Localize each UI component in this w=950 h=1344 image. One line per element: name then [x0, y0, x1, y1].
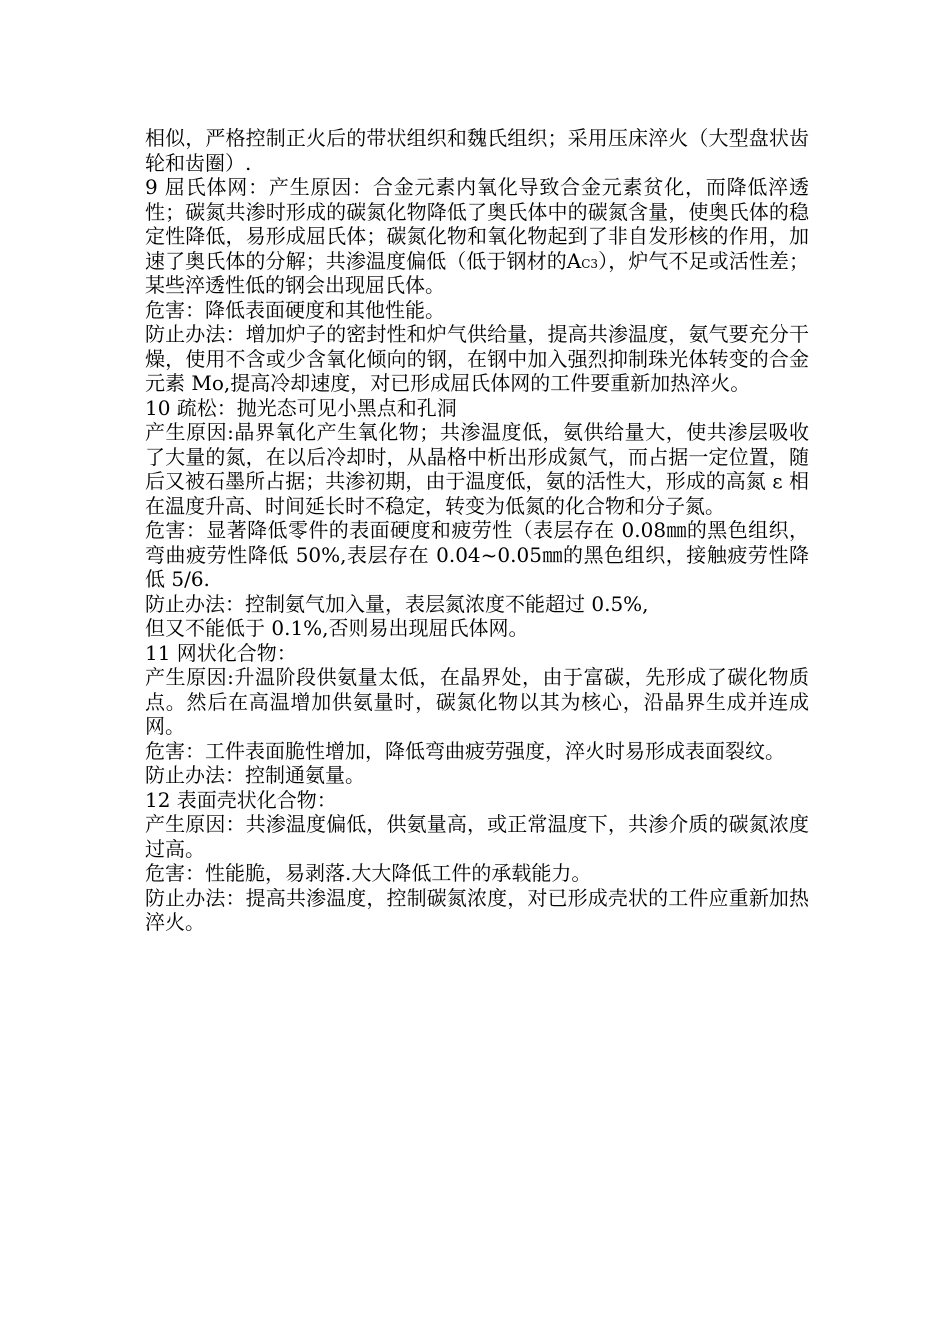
paragraph-text-tail: ），炉气不足或活性差；某些淬透性低的钢会出现屈氏体。: [145, 248, 810, 297]
paragraph: 产生原因:升温阶段供氨量太低，在晶界处，由于富碳，先形成了碳化物质点。然后在高温增加供氨量时，碳氮化物以其为核心，沿晶界生成并连成网。: [145, 665, 809, 738]
paragraph: 产生原因：共渗温度偏低，供氨量高，或正常温度下，共渗介质的碳氮浓度过高。: [145, 812, 809, 861]
ac3-symbol: A: [566, 248, 582, 273]
paragraph: 防止办法：控制通氨量。: [145, 763, 365, 787]
paragraph: 12 表面壳状化合物：: [145, 787, 337, 812]
paragraph-troostite-network: [145, 175, 809, 298]
paragraph-text: 9 屈氏体网：产生原因：合金元素内氧化导致合金元素贫化，而降低淬透性；碳氮共渗时形成的碳氮化物降低了奥氏体中的碳氮含量，使奥氏体的稳定性降低，易形成屈氏体；碳氮化物和氧化物起到了非自发形核的作用，加速了奥氏体的分解；共渗温度偏低（低于钢材的: [145, 175, 809, 273]
paragraph: 10 疏松：抛光态可见小黑点和孔洞: [145, 395, 457, 420]
paragraph: 但又不能低于 0.1%,否则易出现屈氏体网。: [145, 616, 529, 640]
paragraph: 危害：性能脆，易剥落.大大降低工件的承载能力。: [145, 861, 592, 885]
ac3-subscript: C3: [581, 256, 599, 271]
paragraph: 危害：显著降低零件的表面硬度和疲劳性（表层存在 0.08㎜的黑色组织，弯曲疲劳性降低 50%,表层存在 0.04~0.05㎜的黑色组织，接触疲劳性降低 5/6.: [145, 518, 809, 591]
document-body: [145, 126, 809, 935]
paragraph: 防止办法：控制氨气加入量，表层氮浓度不能超过 0.5%,: [145, 591, 649, 616]
paragraph: 相似，严格控制正火后的带状组织和魏氏组织；采用压床淬火（大型盘状齿轮和齿圈）.: [145, 126, 809, 175]
paragraph: 防止办法：提高共渗温度，控制碳氮浓度，对已形成壳状的工件应重新加热淬火。: [145, 885, 809, 934]
paragraph: 11 网状化合物：: [145, 640, 297, 665]
paragraph: 危害：工件表面脆性增加，降低弯曲疲劳强度，淬火时易形成表面裂纹。: [145, 738, 785, 763]
paragraph: 产生原因:晶界氧化产生氧化物；共渗温度低，氨供给量大，使共渗层吸收了大量的氮，在以后冷却时，从晶格中析出形成氮气，而占据一定位置，随后又被石墨所占据；共渗初期，由于温度低，氨的活性大，形成的高氮 ε 相在温度升高、时间延长时不稳定，转变为低氮的化合物和分子氮。: [145, 420, 809, 518]
paragraph: 危害：降低表面硬度和其他性能。: [145, 297, 445, 322]
paragraph: 防止办法：增加炉子的密封性和炉气供给量，提高共渗温度，氨气要充分干燥，使用不含或少含氧化倾向的钢，在钢中加入强烈抑制珠光体转变的合金元素 Mo,提高冷却速度，对已形成屈氏体网的工件要重新加热淬火。: [145, 322, 809, 395]
